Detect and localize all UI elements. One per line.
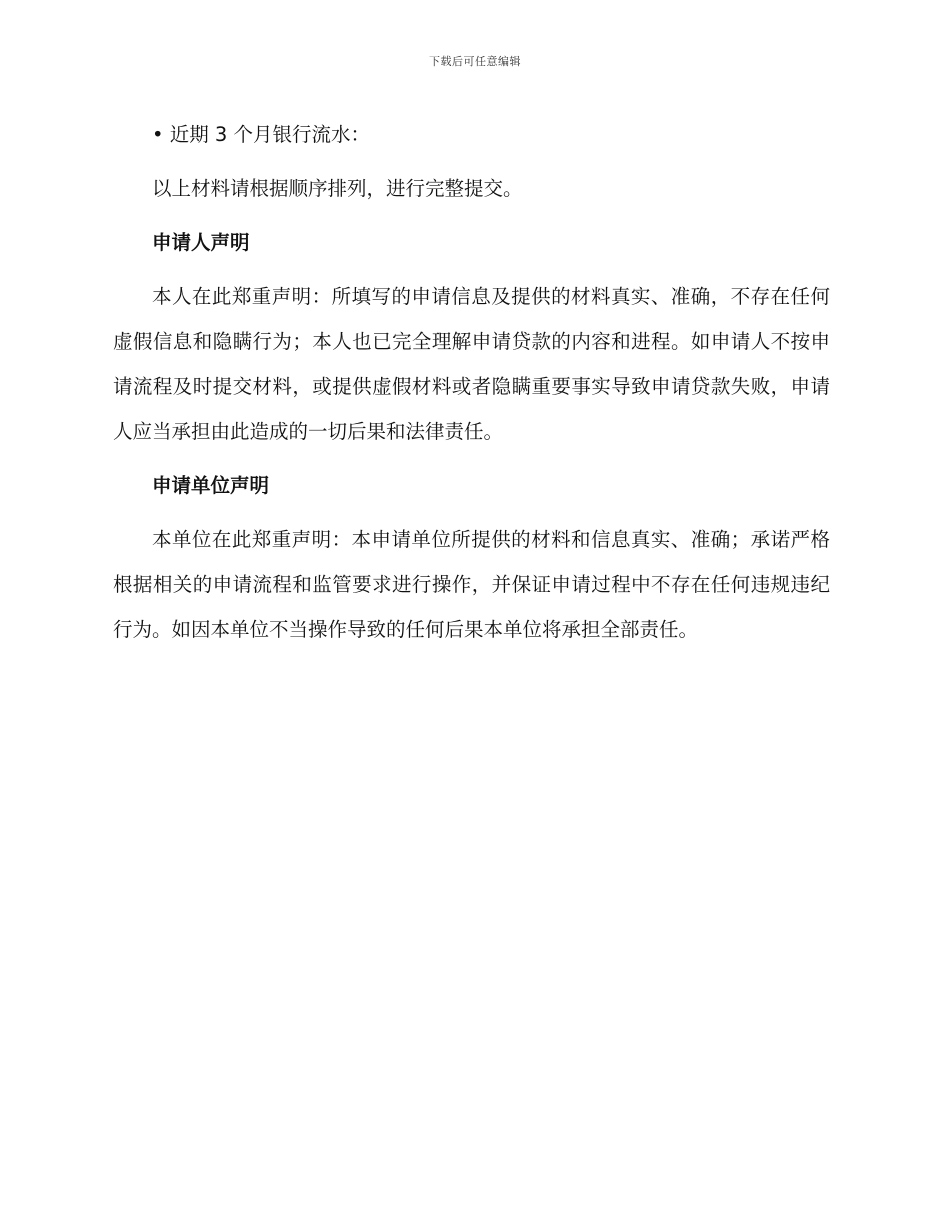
applicant-declaration-heading: 申请人声明: [152, 231, 250, 254]
header-note: 下载后可任意编辑: [429, 55, 521, 68]
unit-declaration-text: 本单位在此郑重声明：本申请单位所提供的材料和信息真实、准确；承诺严格根据相关的申请流程和监管要求进行操作，并保证申请过程中不存在任何违规违纪行为。如因本单位不当操作导致的任何后果本单位将承担全部责任。: [113, 528, 830, 641]
document-body: [113, 112, 830, 661]
unit-declaration-heading: 申请单位声明: [152, 474, 270, 497]
bank-statement-item: • 近期 3 个月银行流水：: [152, 123, 371, 146]
applicant-declaration-text: 本人在此郑重声明：所填写的申请信息及提供的材料真实、准确，不存在任何虚假信息和隐瞒行为；本人也已完全理解申请贷款的内容和进程。如申请人不按申请流程及时提交材料，或提供虚假材料或者隐瞒重要事实导致申请贷款失败，申请人应当承担由此造成的一切后果和法律责任。: [113, 285, 830, 443]
submit-instruction: 以上材料请根据顺序排列，进行完整提交。: [152, 177, 523, 200]
